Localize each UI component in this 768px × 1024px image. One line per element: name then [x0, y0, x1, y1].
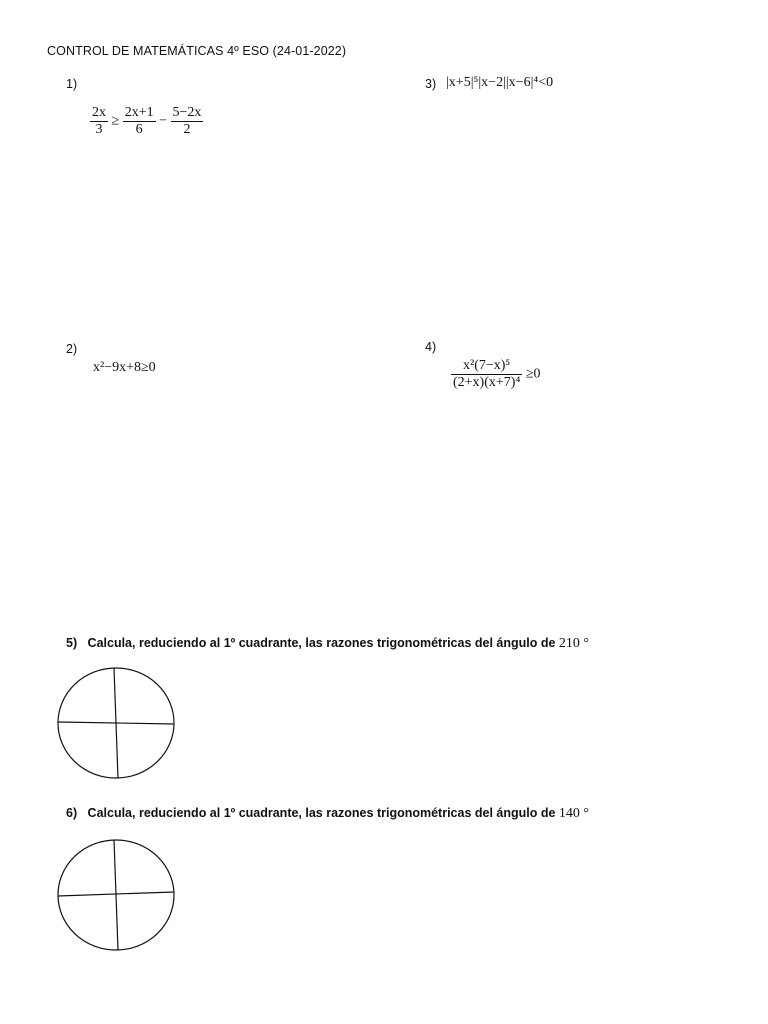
problem-6-number: 6): [66, 806, 78, 820]
problem-5-statement: [66, 636, 589, 652]
problem-4-inequality: [451, 358, 541, 391]
problem-1-number: 1): [66, 77, 78, 91]
exam-title: CONTROL DE MATEMÁTICAS 4º ESO (24-01-2022): [47, 44, 347, 58]
problem-5-text: Calcula, reduciendo al 1º cuadrante, las razones trigonométricas del ángulo de: [87, 636, 556, 650]
fraction-rational-denominator: (2+x)(x+7)⁴: [453, 375, 521, 390]
vertical-axis: [114, 840, 118, 950]
fraction-middle-denominator: 6: [135, 122, 143, 137]
fraction-rational: [451, 358, 522, 391]
fraction-rhs-denominator: 2: [183, 122, 191, 137]
unit-circle-diagram-5: [52, 664, 182, 786]
fraction-middle: [123, 105, 156, 138]
fraction-middle-numerator: 2x+1: [124, 105, 154, 120]
relation-symbol: ≥: [111, 113, 120, 129]
relation-symbol: ≥0: [525, 366, 541, 382]
fraction-lhs-denominator: 3: [95, 122, 103, 137]
unit-circle-diagram-6: [52, 836, 182, 958]
fraction-lhs-numerator: 2x: [92, 105, 106, 120]
fraction-lhs: [90, 105, 108, 138]
problem-3-inequality: |x+5|⁵|x−2||x−6|⁴<0: [446, 75, 554, 90]
problem-3-number: 3): [425, 77, 437, 91]
problem-4-number: 4): [425, 340, 437, 354]
fraction-rational-numerator: x²(7−x)⁵: [451, 358, 522, 375]
problem-6-statement: [66, 806, 589, 822]
fraction-rhs-numerator: 5−2x: [172, 105, 202, 120]
problem-2-inequality: x²−9x+8≥0: [93, 360, 156, 375]
problem-5-number: 5): [66, 636, 78, 650]
problem-2-number: 2): [66, 342, 78, 356]
problem-1-inequality: [90, 105, 203, 138]
problem-6-angle: 140 °: [558, 806, 590, 821]
fraction-rhs: [171, 105, 204, 138]
problem-5-angle: 210 °: [558, 636, 590, 651]
problem-6-text: Calcula, reduciendo al 1º cuadrante, las razones trigonométricas del ángulo de: [87, 806, 556, 820]
minus-symbol: −: [159, 113, 167, 129]
